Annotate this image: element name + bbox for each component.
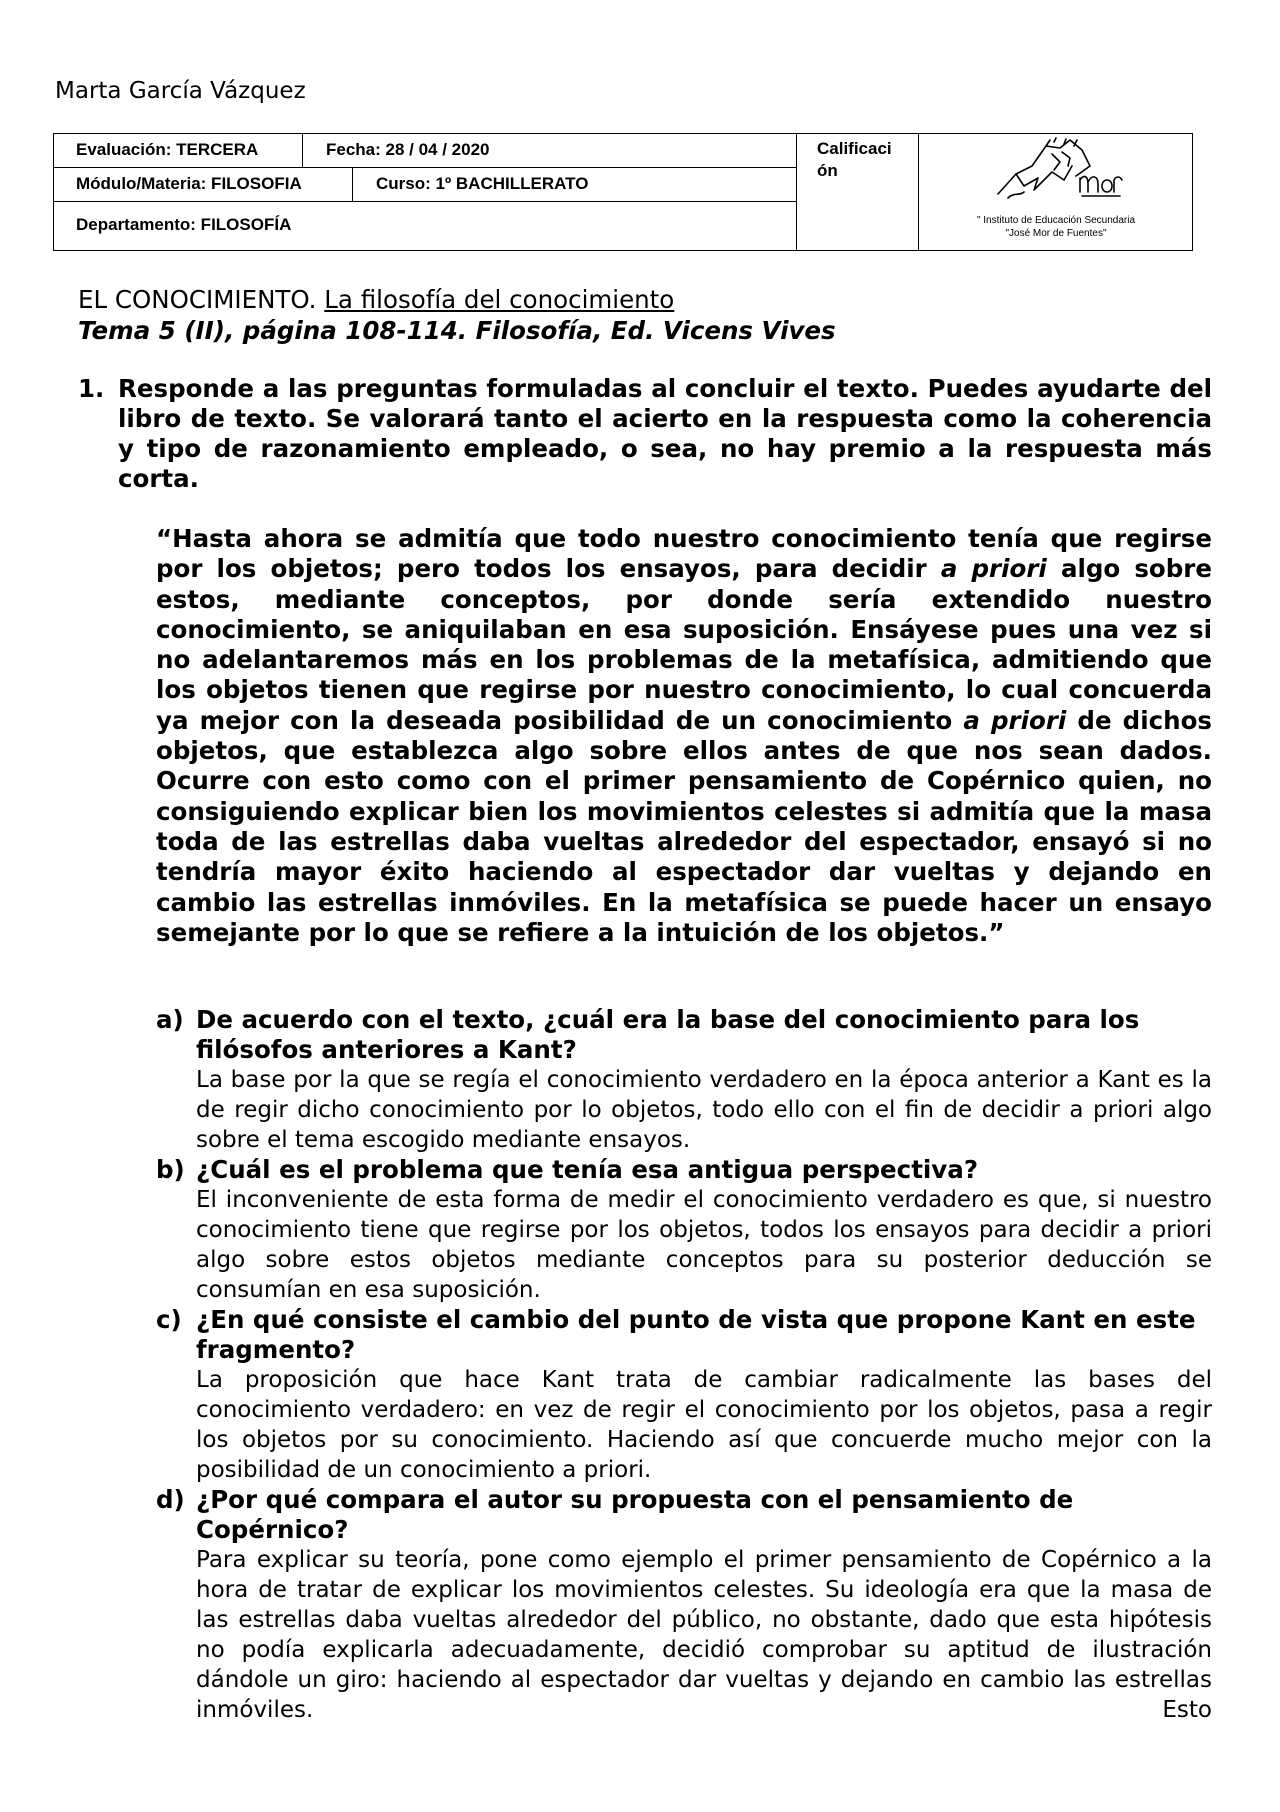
divider [54, 167, 796, 168]
quote-text: de dichos objetos, que establezca algo sobre ellos antes de que nos sean dados. Ocurre con esto como con el primer pensamiento de Copérnico quien, no consiguiendo explicar bien los movimientos celestes si admitía que la masa toda de las estrellas daba vueltas alrededor del espectador, ensayó si no tendría mayor éxito haciendo al espectador dar vueltas y dejando en cambio las estrellas inmóviles. En la metafísica se puede hacer un ensayo semejante por lo que se refiere a la intuición de los objetos.” [156, 705, 1212, 947]
question-item [156, 1485, 1212, 1725]
question-item [156, 1155, 1212, 1305]
evaluacion-label: Evaluación: TERCERA [76, 140, 259, 159]
quote-italic: a priori [963, 705, 1067, 735]
kant-quote [156, 524, 1212, 948]
student-name: Marta García Vázquez [55, 78, 306, 104]
quote-text: algo sobre estos, mediante conceptos, por donde sería extendido nuestro conocimiento, se aniquilaban en esa suposición. Ensáyese pues una vez si no adelantaremos más en los problemas de la metafísica, admitiendo que los objetos tienen que regirse por nuestro conocimiento, lo cual concuerda ya mejor con la deseada posibilidad de un conocimiento [156, 554, 1212, 735]
quote-text: “Hasta ahora se admitía que todo nuestro conocimiento tenía que regirse por los objetos; pero todos los ensayos, para decidir [156, 524, 1212, 584]
question-item [156, 1005, 1212, 1155]
logo-caption-line: " Instituto de Educación Secundaria [976, 215, 1136, 226]
exercise-text: Responde a las preguntas formuladas al concluir el texto. Puedes ayudarte del libro de texto. Se valorará tanto el acierto en la respuesta como la coherencia y tipo de razonamiento empleado, o sea, no hay premio a la respuesta más corta. [118, 374, 1212, 493]
answer-text: La proposición que hace Kant trata de cambiar radicalmente las bases del conocimiento verdadero: en vez de regir el conocimiento por los objetos, pasa a regir los objetos por su conocimiento. Haciendo así que concuerde mucho mejor con la posibilidad de un conocimiento a priori. [196, 1367, 1212, 1483]
exercise-instruction [78, 374, 1212, 494]
question-item [156, 1305, 1212, 1485]
header-table [53, 133, 1193, 251]
answer-text: Para explicar su teoría, pone como ejemplo el primer pensamiento de Copérnico a la hora de tratar de explicar los movimientos celestes. Su ideología era que la masa de las estrellas daba vueltas alrededor del público, no obstante, dado que esta hipótesis no podía explicarla adecuadamente, decidió comprobar su aptitud de ilustración dándole un giro: haciendo al espectador dar vueltas y dejando en cambio las estrellas inmóviles. Esto [196, 1547, 1212, 1723]
question-text: ¿Cuál es el problema que tenía esa antigua perspectiva? [196, 1155, 979, 1184]
document-title [78, 284, 836, 346]
logo-caption [918, 214, 1194, 240]
title-subtitle: Tema 5 (II), página 108-114. Filosofía, Ed. Vicens Vives [78, 316, 836, 345]
school-logo [994, 136, 1124, 202]
modulo-label: Módulo/Materia: FILOSOFIA [76, 174, 302, 193]
answer-text: La base por la que se regía el conocimiento verdadero en la época anterior a Kant es la de regir dicho conocimiento por lo objetos, todo ello con el fin de decidir a priori algo sobre el tema escogido mediante ensayos. [196, 1067, 1212, 1153]
question-letter: c) [156, 1305, 182, 1334]
curso-label: Curso: 1º BACHILLERATO [376, 174, 589, 193]
divider [302, 134, 303, 167]
question-letter: d) [156, 1485, 185, 1514]
answer-text: El inconveniente de esta forma de medir el conocimiento verdadero es que, si nuestro conocimiento tiene que regirse por los objetos, todos los ensayos para decidir a priori algo sobre estos objetos mediante conceptos para su posterior deducción se consumían en esa suposición. [196, 1187, 1212, 1303]
divider [352, 167, 353, 201]
logo-caption-line: "José Mor de Fuentes" [1005, 228, 1107, 239]
question-letter: b) [156, 1155, 185, 1184]
fecha-label: Fecha: 28 / 04 / 2020 [326, 140, 490, 159]
question-letter: a) [156, 1005, 184, 1034]
departamento-label: Departamento: FILOSOFÍA [76, 215, 292, 234]
question-text: De acuerdo con el texto, ¿cuál era la base del conocimiento para los filósofos anteriores a Kant? [196, 1005, 1140, 1064]
question-text: ¿Por qué compara el autor su propuesta con el pensamiento de Copérnico? [196, 1485, 1074, 1544]
title-underlined: La filosofía del conocimiento [324, 285, 675, 314]
divider [54, 201, 796, 202]
exercise-number: 1. [78, 374, 105, 403]
calificacion-label: Calificaci ón [817, 139, 892, 180]
question-text: ¿En qué consiste el cambio del punto de vista que propone Kant en este fragmento? [196, 1305, 1196, 1364]
title-main: EL CONOCIMIENTO. [78, 285, 317, 314]
divider [796, 134, 797, 250]
quote-italic: a priori [940, 554, 1047, 584]
